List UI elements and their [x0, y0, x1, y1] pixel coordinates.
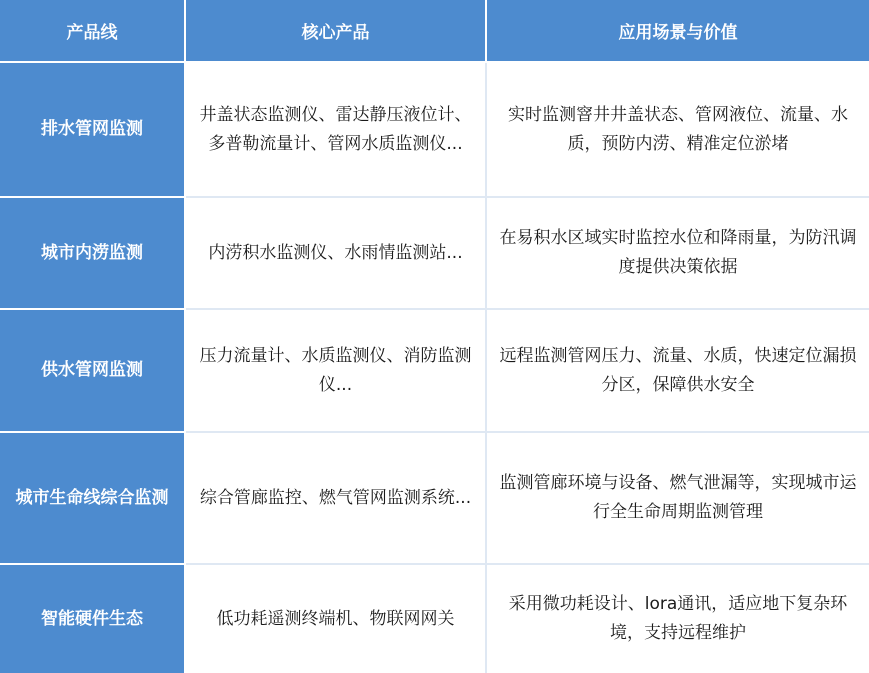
row-hardware-value-text: 采用微功耗设计、lora通讯，适应地下复杂环境，支持远程维护 — [508, 594, 848, 643]
row-drainage-product-line-label: 排水管网监测 — [41, 119, 143, 139]
row-lifeline-value — [487, 433, 869, 565]
row-water-supply-products-text: 压力流量计、水质监测仪、消防监测仪... — [199, 345, 472, 395]
row-waterlogging-products-text: 内涝积水监测仪、水雨情监测站... — [208, 242, 463, 263]
row-drainage-products — [186, 63, 487, 198]
row-water-supply-value-text: 远程监测管网压力、流量、水质，快速定位漏损分区，保障供水安全 — [499, 345, 857, 395]
row-hardware-product-line-label: 智能硬件生态 — [41, 608, 143, 629]
header-product-line-label: 产品线 — [66, 23, 118, 43]
header-scenarios-value — [487, 0, 869, 63]
row-water-supply-product-line-label: 供水管网监测 — [41, 360, 143, 380]
row-hardware-product-line — [0, 565, 186, 673]
row-hardware-products-text: 低功耗遥测终端机、物联网网关 — [216, 608, 455, 629]
header-scenarios-value-label: 应用场景与价值 — [618, 23, 738, 43]
row-lifeline-product-line-label: 城市生命线综合监测 — [15, 487, 169, 508]
row-waterlogging-products — [186, 198, 487, 310]
row-drainage-product-line — [0, 63, 186, 198]
row-lifeline-value-text: 监测管廊环境与设备、燃气泄漏等，实现城市运行全生命周期监测管理 — [499, 473, 857, 522]
row-water-supply-value — [487, 310, 869, 433]
row-lifeline-products-text: 综合管廊监控、燃气管网监测系统... — [199, 487, 472, 508]
row-hardware-value — [487, 565, 869, 673]
row-waterlogging-value — [487, 198, 869, 310]
row-lifeline-product-line — [0, 433, 186, 565]
header-core-products-label: 核心产品 — [301, 23, 370, 43]
row-waterlogging-product-line — [0, 198, 186, 310]
header-core-products — [186, 0, 487, 63]
row-drainage-value-text: 实时监测窨井井盖状态、管网液位、流量、水质，预防内涝、精准定位淤堵 — [508, 104, 848, 154]
row-waterlogging-product-line-label: 城市内涝监测 — [41, 242, 143, 263]
row-drainage-products-text: 井盖状态监测仪、雷达静压液位计、多普勒流量计、管网水质监测仪... — [199, 104, 472, 154]
row-drainage-value — [487, 63, 869, 198]
row-water-supply-product-line — [0, 310, 186, 433]
row-waterlogging-value-text: 在易积水区域实时监控水位和降雨量，为防汛调度提供决策依据 — [499, 228, 857, 277]
row-water-supply-products — [186, 310, 487, 433]
row-hardware-products — [186, 565, 487, 673]
row-lifeline-products — [186, 433, 487, 565]
header-product-line — [0, 0, 186, 63]
